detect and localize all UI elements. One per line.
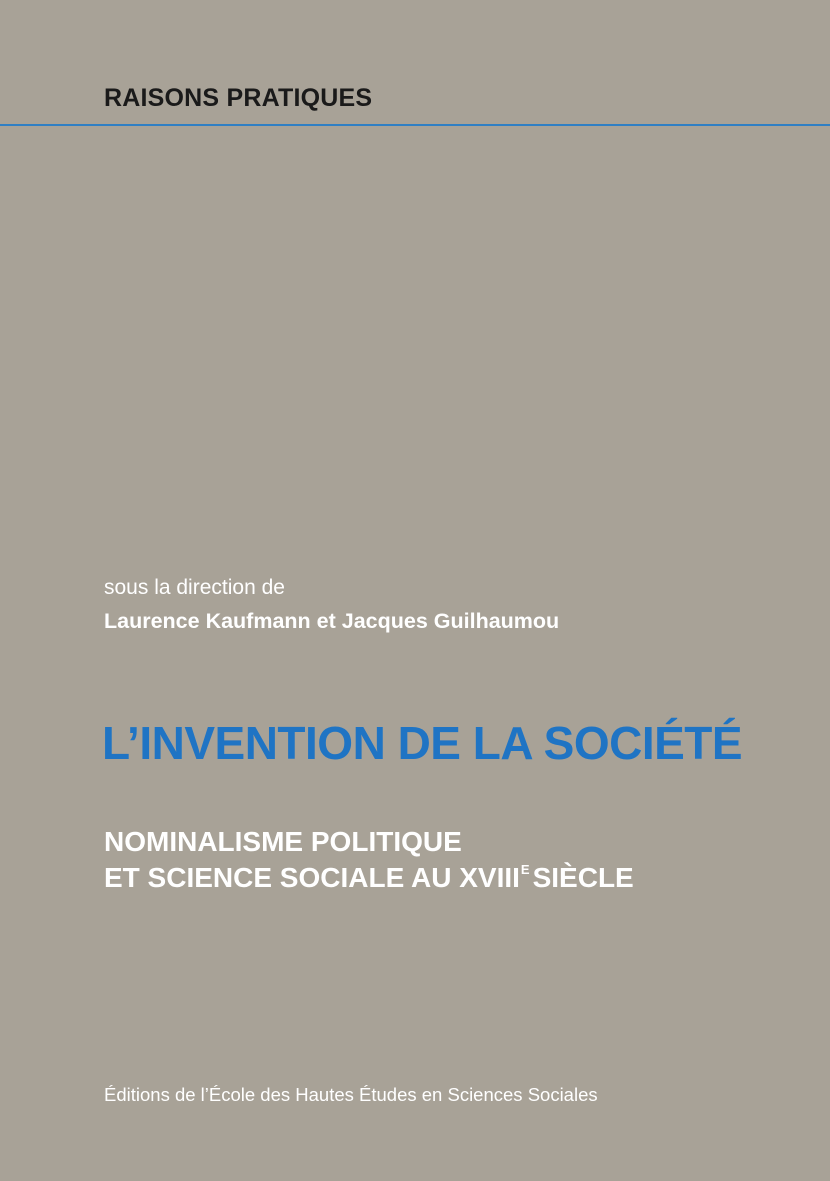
book-subtitle bbox=[104, 824, 634, 896]
subtitle-line-2-text: ET SCIENCE SOCIALE AU XVIII bbox=[104, 862, 520, 893]
subtitle-line-1: NOMINALISME POLITIQUE bbox=[104, 826, 462, 857]
subtitle-line-2-end: SIÈCLE bbox=[532, 862, 634, 893]
century-superscript: E bbox=[520, 862, 530, 877]
book-title: L’INVENTION DE LA SOCIÉTÉ bbox=[102, 717, 743, 769]
subtitle-line-2 bbox=[104, 860, 634, 896]
series-name: RAISONS PRATIQUES bbox=[104, 84, 373, 112]
publisher-name: Éditions de l’École des Hautes Études en Sciences Sociales bbox=[104, 1084, 598, 1105]
series-divider-rule bbox=[0, 124, 830, 126]
direction-label: sous la direction de bbox=[104, 576, 285, 599]
editors-names: Laurence Kaufmann et Jacques Guilhaumou bbox=[104, 609, 560, 633]
